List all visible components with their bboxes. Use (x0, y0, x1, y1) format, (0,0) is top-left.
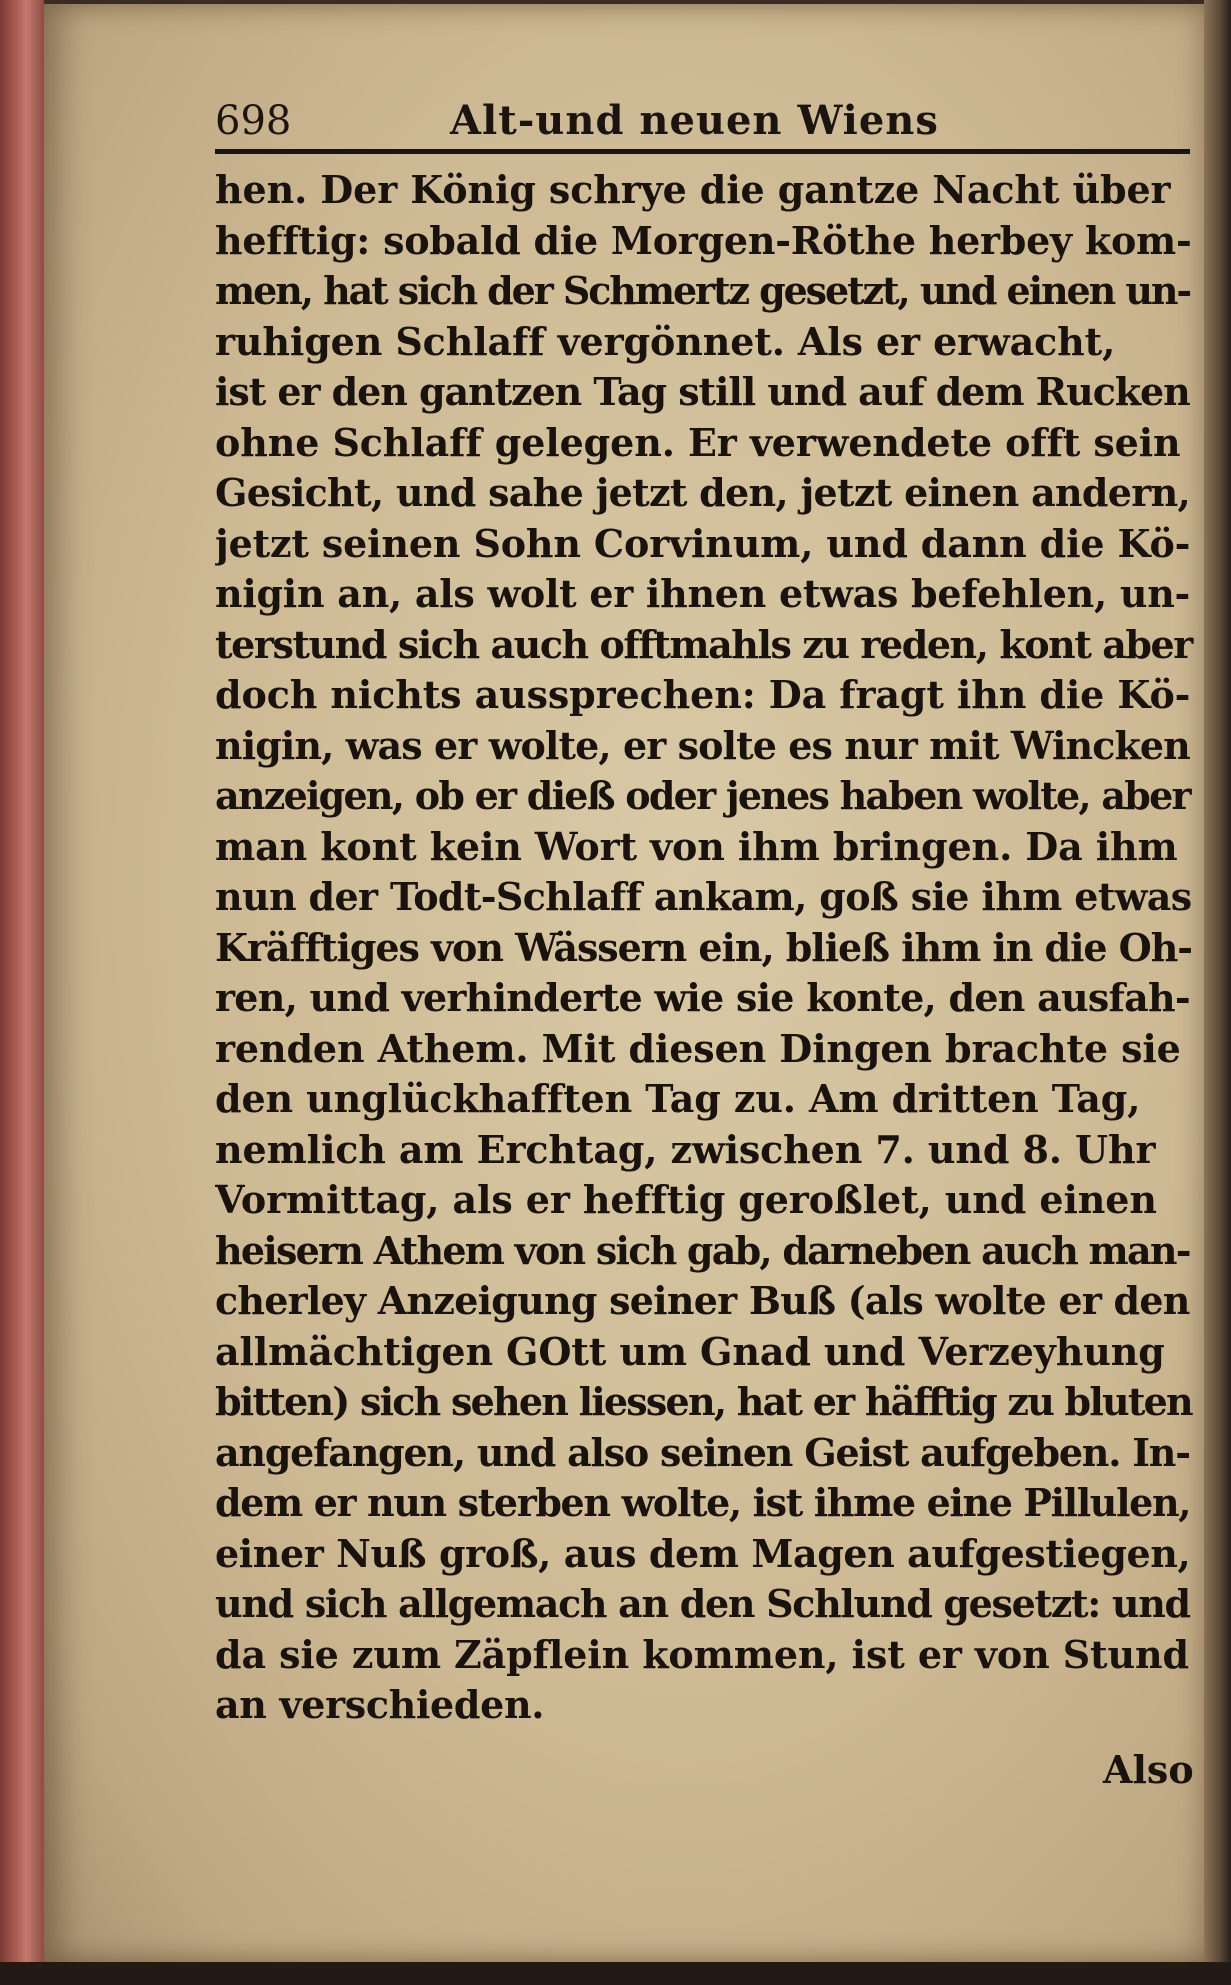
text-line: nemlich am Erchtag, zwischen 7. und 8. Uhr (215, 1126, 1156, 1172)
catchword: Also (1103, 1747, 1194, 1792)
text-line: den unglückhafften Tag zu. Am dritten Tag, (215, 1076, 1141, 1121)
text-line: nun der Todt‑Schlaff ankam, goß sie ihm etwas (215, 874, 1192, 919)
text-line: man kont kein Wort von ihm bringen. Da ihm (215, 823, 1178, 869)
text-line: Vormittag, als er hefftig geroßlet, und einen (215, 1177, 1157, 1222)
text-line: cherley Anzeigung seiner Buß (als wolte er den (215, 1278, 1190, 1323)
text-line: hefftig: sobald die Morgen‑Röthe herbey kom‑ (215, 217, 1192, 263)
text-line: renden Athem. Mit diesen Dingen brachte sie (215, 1025, 1181, 1071)
text-line: bitten) sich sehen liessen, hat er häfftig zu bluten (215, 1379, 1192, 1424)
text-line: nigin, was er wolte, er solte es nur mit Wincken (215, 722, 1190, 768)
text-line: Kräfftiges von Wässern ein, bließ ihm in die Oh‑ (215, 924, 1192, 970)
text-line: men, hat sich der Schmertz gesetzt, und einen un‑ (215, 268, 1191, 313)
running-title: Alt‑und neuen Wiens (450, 97, 939, 144)
text-line: anzeigen, ob er dieß oder jenes haben wolte, aber (215, 773, 1190, 818)
text-line: terstund sich auch offtmahls zu reden, kont aber (215, 621, 1192, 667)
text-line: ruhigen Schlaff vergönnet. Als er erwacht, (215, 318, 1116, 364)
page-bottom-edge (0, 1962, 1231, 1985)
text-line: nigin an, als wolt er ihnen etwas befehlen, un‑ (215, 571, 1191, 616)
page-right-edge (1204, 0, 1231, 1985)
text-line: dem er nun sterben wolte, ist ihme eine Pillulen, (215, 1480, 1191, 1525)
text-line: allmächtigen GOtt um Gnad und Verzeyhung (215, 1328, 1165, 1374)
text-line: angefangen, und also seinen Geist aufgeben. In‑ (215, 1429, 1190, 1475)
text-line: einer Nuß groß, aus dem Magen aufgestiegen, (215, 1530, 1191, 1576)
text-line: hen. Der König schrye die gantze Nacht über (215, 167, 1171, 212)
text-line: ist er den gantzen Tag still und auf dem Rucken (215, 369, 1190, 414)
text-line: doch nichts aussprechen: Da fragt ihn die Kö‑ (215, 672, 1191, 717)
page-header (215, 96, 1190, 156)
text-line: Gesicht, und sahe jetzt den, jetzt einen andern, (215, 470, 1191, 515)
text-line: ohne Schlaff gelegen. Er verwendete offt sein (215, 419, 1181, 465)
text-line: heisern Athem von sich gab, darneben auch man‑ (215, 1227, 1190, 1273)
text-line: an verschieden. (215, 1682, 545, 1727)
text-line: und sich allgemach an den Schlund gesetzt: und (215, 1581, 1190, 1626)
text-line: jetzt seinen Sohn Corvinum, und dann die Kö‑ (215, 520, 1191, 566)
page-number: 698 (215, 98, 292, 144)
body-text (215, 165, 1195, 1731)
book-binding-edge (0, 0, 44, 1985)
text-line: da sie zum Zäpflein kommen, ist er von Stund (215, 1631, 1189, 1677)
text-line: ren, und verhinderte wie sie konte, den ausfah‑ (215, 975, 1190, 1020)
header-rule (215, 149, 1190, 154)
